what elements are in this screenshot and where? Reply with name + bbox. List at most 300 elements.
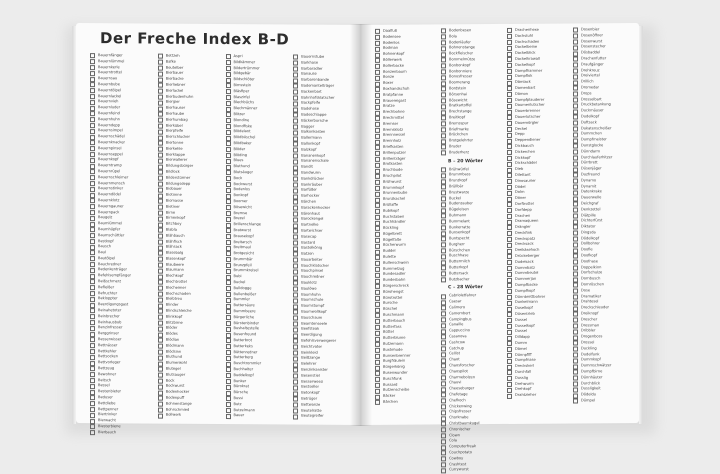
entry-word: Dornröschen	[581, 282, 604, 287]
checkbox-icon	[226, 385, 231, 390]
checkbox-icon	[90, 164, 95, 169]
entry-word: Bruchbude	[383, 167, 403, 172]
checkbox-icon	[441, 457, 446, 462]
entry-word: Brummkopf	[383, 185, 404, 190]
entry-word: Dilldapp	[515, 335, 530, 340]
entry-word: Blaszirfel	[233, 94, 250, 99]
checkbox-icon	[375, 267, 380, 272]
entry-word: Beißschmerz	[98, 279, 122, 284]
entry-word: Bauer	[233, 413, 245, 418]
checkbox-icon	[573, 364, 578, 369]
checkbox-icon	[158, 124, 163, 129]
entry-word: Blaumann	[165, 268, 184, 273]
entry-word: Bauerntrottel	[98, 70, 122, 75]
entry-word: Bordstein	[449, 86, 467, 91]
entry-word: Chorknabe	[449, 415, 469, 420]
entry-word: Besserwessi	[301, 379, 324, 384]
entry-word: Blitzbirne	[165, 320, 183, 325]
entry-word: Beinahetoter	[98, 308, 122, 313]
checkbox-icon	[90, 239, 95, 244]
checkbox-icon	[90, 372, 95, 377]
checkbox-icon	[573, 266, 578, 271]
entry-word: Beißzange	[301, 356, 321, 361]
checkbox-icon	[441, 151, 446, 156]
entry-word: Bodensee	[383, 34, 401, 39]
entry-word: Crashtest	[449, 461, 467, 466]
entry-word: Blitzer	[233, 112, 245, 117]
entry-word: Bäckerbursche	[301, 118, 328, 123]
entry-word: Dachstuhl	[515, 33, 534, 38]
checkbox-icon	[293, 275, 298, 280]
checkbox-icon	[375, 116, 380, 121]
entry-word: Berggrinser	[98, 331, 119, 336]
entry-word: Bewohner	[98, 371, 117, 377]
entry-word: Bullenbeißer	[233, 291, 257, 296]
checkbox-icon	[293, 153, 298, 158]
entry-word: Befleißer	[98, 285, 115, 290]
entry-word: Bodenbesen	[449, 28, 472, 33]
entry-word: Dürrbrett	[581, 160, 598, 165]
checkbox-icon	[375, 389, 380, 394]
checkbox-icon	[293, 397, 298, 402]
entry-word: Dauerlutscher	[515, 114, 541, 119]
entry-word: Blutsäuger	[233, 170, 253, 175]
checkbox-icon	[441, 306, 446, 311]
checkbox-icon	[573, 352, 578, 357]
entry-word: Bettzeh	[165, 53, 180, 58]
entry-word: Durchblick	[581, 380, 601, 386]
entry-word: Bierhumbag	[165, 117, 188, 122]
checkbox-icon	[158, 135, 163, 140]
checkbox-icon	[226, 78, 231, 83]
entry-word: Basecap	[301, 234, 317, 239]
entry-word: Dussligkeit	[581, 386, 601, 391]
entry-word: Bremsspur	[449, 120, 469, 126]
entry-word: Blecheimer	[165, 285, 187, 290]
entry-word: Bohnenstange	[449, 45, 475, 50]
entry-word: Bauernschädel	[98, 134, 125, 139]
entry-word: Bausch	[98, 244, 112, 249]
entry-word: Bartnelke	[301, 222, 319, 227]
entry-word: Bankräuber	[301, 182, 323, 187]
checkbox-icon	[573, 138, 578, 143]
checkbox-icon	[375, 354, 380, 359]
entry-word: Baul	[98, 250, 106, 255]
index-entry	[90, 430, 150, 436]
entry-word: Barkhase	[301, 60, 319, 65]
entry-word: Blasenkopf	[165, 256, 186, 261]
checkbox-icon	[441, 260, 446, 265]
entry-word: Dickbauch	[515, 143, 534, 148]
checkbox-icon	[226, 356, 231, 361]
checkbox-icon	[573, 97, 578, 102]
entry-word: Boxer	[383, 80, 394, 85]
checkbox-icon	[226, 373, 231, 378]
checkbox-icon	[293, 119, 298, 124]
checkbox-icon	[441, 202, 446, 207]
entry-word: Bandwurm	[301, 170, 321, 175]
checkbox-icon	[158, 379, 163, 384]
index-entry	[158, 413, 218, 419]
checkbox-icon	[293, 339, 298, 344]
entry-word: Dreckskerl	[515, 363, 534, 369]
entry-word: Bürokrat	[233, 384, 250, 389]
entry-word: Dummchen	[581, 131, 602, 136]
entry-word: Bröckchen	[449, 132, 468, 137]
entry-word: Dackelkrawall	[515, 56, 541, 61]
entry-word: Dornbusch	[581, 276, 601, 281]
checkbox-icon	[90, 222, 95, 227]
entry-word: Drogenboss	[581, 334, 603, 339]
checkbox-icon	[226, 228, 231, 233]
entry-word: Beutegreifer	[301, 413, 324, 419]
entry-word: Blödmann	[165, 343, 184, 348]
checkbox-icon	[158, 344, 163, 349]
checkbox-icon	[226, 130, 231, 135]
entry-word: Bussi	[233, 396, 243, 401]
entry-word: Dummbatz	[515, 265, 535, 270]
checkbox-icon	[573, 329, 578, 334]
checkbox-icon	[441, 266, 446, 271]
checkbox-icon	[158, 106, 163, 111]
checkbox-icon	[226, 107, 231, 112]
checkbox-icon	[375, 371, 380, 376]
checkbox-icon	[507, 307, 512, 312]
entry-word: Buttermilch	[449, 259, 470, 264]
entry-word: Campingbus	[449, 316, 472, 322]
checkbox-icon	[441, 451, 446, 456]
checkbox-icon	[90, 384, 95, 389]
checkbox-icon	[90, 123, 95, 128]
entry-word: Birne	[165, 210, 176, 215]
entry-word: Banause	[301, 71, 317, 77]
checkbox-icon	[90, 413, 95, 418]
entry-word: Brunzpfeil	[233, 262, 252, 267]
checkbox-icon	[507, 347, 512, 352]
entry-word: Dorfdepp	[515, 207, 532, 212]
entry-word: Bauernstube	[301, 54, 325, 59]
entry-word: Baumwollkopf	[301, 309, 327, 314]
checkbox-icon	[226, 344, 231, 349]
checkbox-icon	[158, 164, 163, 169]
entry-word: Biertrinker	[98, 412, 117, 417]
entry-word: Butterbrot	[233, 338, 253, 343]
checkbox-icon	[573, 74, 578, 79]
entry-word: Dackelbeine	[515, 45, 538, 50]
entry-word: Brummbär	[233, 256, 253, 262]
checkbox-icon	[226, 211, 231, 216]
checkbox-icon	[90, 169, 95, 174]
checkbox-icon	[158, 274, 163, 279]
entry-word: Blechmänner	[233, 106, 258, 111]
checkbox-icon	[441, 127, 446, 132]
checkbox-icon	[441, 341, 446, 346]
entry-word: Bremser	[383, 121, 399, 126]
checkbox-icon	[226, 275, 231, 280]
entry-word: Brechbohne	[383, 109, 405, 114]
checkbox-icon	[375, 58, 380, 63]
entry-word: Bummelzug	[383, 266, 405, 271]
entry-word: Doofkopf	[581, 253, 598, 258]
checkbox-icon	[158, 350, 163, 355]
entry-word: Blutegel	[165, 366, 181, 371]
checkbox-icon	[375, 47, 380, 52]
entry-word: Baumhüpfer	[98, 227, 121, 232]
checkbox-icon	[158, 413, 163, 418]
checkbox-icon	[158, 292, 163, 297]
entry-word: Bunsenbrenner	[383, 353, 411, 358]
entry-word: Bildgebär	[233, 71, 251, 76]
entry-word: Boomer	[233, 199, 248, 204]
checkbox-icon	[226, 257, 231, 262]
entry-word: Bauchklatscher	[301, 263, 329, 268]
entry-word: Chronischer	[449, 427, 471, 432]
checkbox-icon	[507, 127, 512, 132]
entry-word: Bettsocken	[98, 354, 118, 359]
entry-word: Butzbacher	[449, 276, 470, 282]
entry-word: Buhmann	[449, 213, 467, 218]
entry-word: Depp	[515, 132, 525, 137]
entry-word: Dinosaurier	[515, 178, 536, 183]
entry-word: Birnenkopf	[165, 215, 186, 221]
entry-word: Blutsauger	[165, 372, 186, 377]
checkbox-icon	[507, 283, 512, 288]
entry-word: Blödbaker	[233, 141, 252, 146]
checkbox-icon	[375, 139, 380, 144]
checkbox-icon	[226, 298, 231, 303]
entry-word: Burgfräulein	[383, 359, 406, 364]
entry-word: Bauklotz	[301, 280, 317, 285]
entry-word: Bildlock	[165, 169, 180, 174]
checkbox-icon	[293, 72, 298, 77]
checkbox-icon	[226, 89, 231, 94]
entry-word: Bäcker	[383, 393, 396, 399]
checkbox-icon	[441, 254, 446, 259]
entry-word: Daumenlutscher	[515, 103, 545, 108]
entry-word: Belehrer	[301, 361, 317, 366]
entry-word: Drehkopf	[515, 387, 532, 392]
entry-word: Dampfhammer	[515, 68, 543, 73]
entry-word: Currywurst	[449, 467, 469, 472]
entry-word: Brotgelehrter	[449, 138, 474, 143]
entry-word: Blaubeere	[165, 262, 185, 267]
checkbox-icon	[441, 352, 446, 357]
entry-word: Bettvorleger	[98, 360, 121, 365]
entry-word: Caesar	[449, 299, 462, 304]
checkbox-icon	[158, 321, 163, 326]
index-column	[226, 54, 286, 437]
checkbox-icon	[441, 58, 446, 63]
checkbox-icon	[507, 225, 512, 230]
checkbox-icon	[158, 95, 163, 100]
entry-word: Bauerntölpel	[98, 87, 121, 93]
index-entry	[507, 393, 565, 399]
checkbox-icon	[226, 112, 231, 117]
entry-word: Aspri	[233, 54, 243, 59]
entry-word: Dickkopf	[515, 155, 531, 160]
entry-word: Döner	[515, 195, 526, 201]
checkbox-icon	[226, 205, 231, 210]
checkbox-icon	[375, 157, 380, 162]
entry-word: Bankdrücker	[301, 176, 324, 181]
entry-word: Befehlsverweigerer	[301, 338, 337, 343]
entry-word: Duckmäuser	[581, 108, 604, 113]
entry-word: Bestseller	[301, 384, 319, 390]
entry-word: Baumlümmel	[98, 221, 122, 226]
entry-word: Butzemann	[383, 341, 404, 346]
entry-word: Blondine	[233, 117, 250, 122]
checkbox-icon	[226, 188, 231, 193]
entry-word: Biesterbiene	[98, 424, 121, 429]
entry-word: Bademantelträger	[301, 83, 335, 88]
checkbox-icon	[375, 151, 380, 156]
checkbox-icon	[226, 66, 231, 71]
checkbox-icon	[90, 111, 95, 116]
checkbox-icon	[90, 117, 95, 122]
checkbox-icon	[226, 252, 231, 257]
checkbox-icon	[226, 292, 231, 297]
checkbox-icon	[507, 133, 512, 138]
entry-word: Besenstiel	[301, 373, 320, 378]
entry-word: Dieb	[515, 166, 524, 172]
checkbox-icon	[573, 370, 578, 375]
checkbox-icon	[441, 243, 446, 248]
entry-word: Charmebolzen	[449, 374, 475, 379]
entry-word: Dose	[581, 288, 591, 293]
checkbox-icon	[441, 416, 446, 421]
checkbox-icon	[507, 278, 512, 283]
entry-word: Bubi	[233, 274, 242, 279]
entry-word: Blödes	[165, 331, 178, 336]
entry-word: Buchhändler	[383, 219, 406, 225]
checkbox-icon	[441, 272, 446, 277]
entry-word: Bildungsdepp	[165, 181, 191, 186]
entry-word: Büttenredner	[233, 349, 258, 354]
entry-word: Bärchen	[383, 399, 398, 404]
checkbox-icon	[573, 196, 578, 201]
checkbox-icon	[573, 190, 578, 195]
checkbox-icon	[158, 263, 163, 268]
checkbox-icon	[375, 168, 380, 173]
entry-word: Datenkrake	[581, 189, 602, 194]
entry-word: Briefmarke	[449, 126, 469, 131]
entry-word: Bauernluder	[98, 105, 121, 110]
entry-word: Busenfreund	[233, 332, 257, 337]
checkbox-icon	[375, 35, 380, 40]
checkbox-icon	[441, 81, 446, 86]
checkbox-icon	[90, 314, 95, 319]
checkbox-icon	[573, 208, 578, 213]
entry-word: Drecksack	[515, 242, 534, 247]
checkbox-icon	[293, 287, 298, 292]
checkbox-icon	[226, 124, 231, 129]
index-column	[158, 54, 218, 437]
checkbox-icon	[441, 35, 446, 40]
entry-word: Bulette	[383, 254, 396, 259]
entry-word: Bauerngauner	[98, 203, 124, 209]
checkbox-icon	[90, 210, 95, 215]
entry-word: Bummbeere	[233, 309, 256, 314]
entry-word: Bursche	[383, 301, 398, 306]
entry-word: Bodenläufer	[449, 39, 471, 44]
right-page	[361, 23, 639, 472]
checkbox-icon	[441, 196, 446, 201]
right-page-columns	[375, 27, 631, 474]
checkbox-icon	[375, 244, 380, 249]
checkbox-icon	[573, 283, 578, 288]
entry-word: Blödbüschel	[233, 135, 256, 140]
entry-word: Duzfreund	[581, 172, 600, 177]
entry-word: Barackenhocker	[301, 205, 331, 210]
checkbox-icon	[441, 300, 446, 305]
entry-word: Diätpille	[581, 212, 596, 217]
entry-word: Dudelkopf	[581, 114, 600, 119]
entry-word: Bügelbrett	[383, 231, 402, 236]
checkbox-icon	[573, 115, 578, 120]
entry-word: Dussel	[515, 329, 527, 334]
checkbox-icon	[573, 358, 578, 363]
left-page	[76, 23, 361, 435]
checkbox-icon	[158, 60, 163, 65]
entry-word: Beinkleid	[301, 350, 318, 355]
checkbox-icon	[293, 414, 298, 419]
entry-word: Dynamit	[581, 183, 597, 188]
entry-word: Dingsda	[581, 230, 596, 235]
entry-word: Dreiknopf	[581, 311, 599, 316]
checkbox-icon	[226, 176, 231, 181]
section-heading: B – 20 Wörter	[448, 158, 483, 164]
entry-word: Dummschwätzer	[581, 363, 612, 368]
checkbox-icon	[375, 232, 380, 237]
entry-word: Bauerntramp	[98, 163, 122, 168]
checkbox-icon	[90, 100, 95, 105]
checkbox-icon	[441, 399, 446, 404]
checkbox-icon	[441, 428, 446, 433]
entry-word: Brummbass	[449, 172, 471, 177]
index-entry	[375, 399, 433, 405]
entry-word: Barbarenbande	[301, 77, 330, 82]
checkbox-icon	[441, 358, 446, 363]
entry-word: Deckel	[515, 126, 528, 131]
checkbox-icon	[573, 242, 578, 247]
entry-word: Bürstenbinder	[233, 320, 260, 325]
checkbox-icon	[158, 71, 163, 76]
entry-word: Bauernsau	[98, 76, 118, 81]
checkbox-icon	[293, 78, 298, 83]
entry-word: Dummerjan	[515, 277, 537, 282]
checkbox-icon	[158, 205, 163, 210]
entry-word: Dressman	[581, 322, 600, 328]
checkbox-icon	[158, 216, 163, 221]
entry-word: Couchpotato	[449, 450, 472, 455]
entry-word: Brillenputzer	[383, 150, 406, 155]
checkbox-icon	[441, 219, 446, 224]
entry-word: Beutelber	[165, 65, 184, 70]
entry-word: Bauernkopf	[98, 157, 119, 162]
entry-word: Bilderstürmer	[165, 175, 191, 180]
checkbox-icon	[293, 264, 298, 269]
checkbox-icon	[441, 40, 446, 45]
checkbox-icon	[375, 261, 380, 266]
entry-word: Dreckschleuder	[581, 305, 610, 310]
checkbox-icon	[158, 153, 163, 158]
checkbox-icon	[90, 419, 95, 424]
checkbox-icon	[573, 202, 578, 207]
checkbox-icon	[573, 237, 578, 242]
entry-word: Blechschaden	[165, 291, 191, 296]
entry-word: Beamtenseele	[301, 321, 328, 326]
checkbox-icon	[90, 367, 95, 372]
